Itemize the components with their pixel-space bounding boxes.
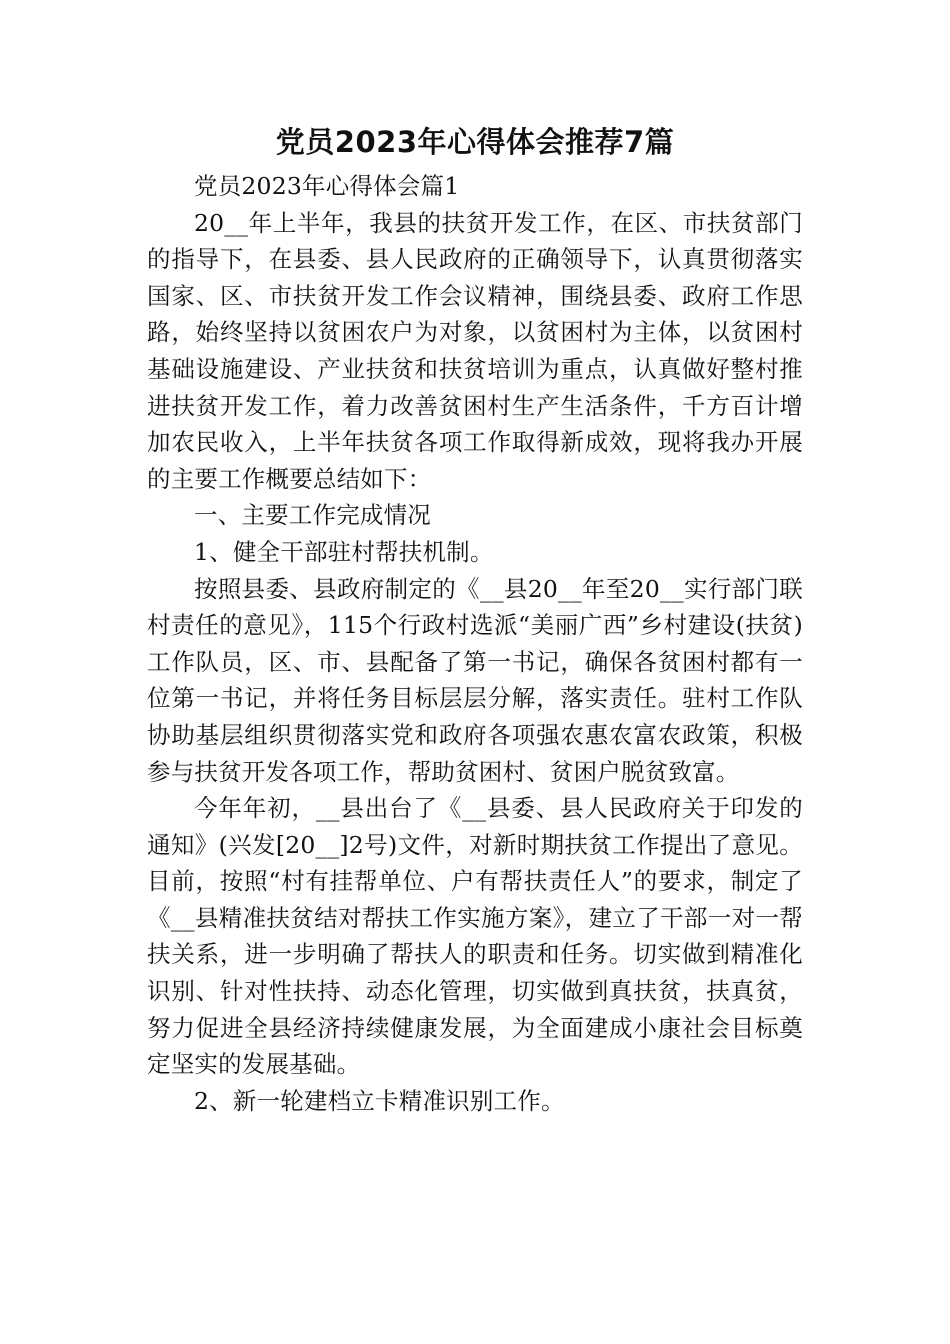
subsection-heading: 1、健全干部驻村帮扶机制。 (194, 537, 494, 566)
document-page (147, 118, 803, 1119)
body-paragraph: 今年年初，__县出台了《__县委、县人民政府关于印发的通知》(兴发[20__]2号)文件，对新时期扶贫工作提出了意见。目前，按照“村有挂帮单位、户有帮扶责任人”的要求，制定了《__县精准扶贫结对帮扶工作实施方案》，建立了干部一对一帮扶关系，进一步明确了帮扶人的职责和任务。切实做到精准化识别、针对性扶持、动态化管理，切实做到真扶贫，扶真贫，努力促进全县经济持续健康发展，为全面建成小康社会目标奠定坚实的发展基础。 (147, 794, 803, 1079)
subsection-heading: 2、新一轮建档立卡精准识别工作。 (194, 1086, 565, 1115)
body-paragraph: 按照县委、县政府制定的《__县20__年至20__实行部门联村责任的意见》，115个行政村选派“美丽广西”乡村建设(扶贫)工作队员，区、市、县配备了第一书记，确保各贫困村都有一位第一书记，并将任务目标层层分解，落实责任。驻村工作队协助基层组织贯彻落实党和政府各项强农惠农富农政策，积极参与扶贫开发各项工作，帮助贫困村、贫困户脱贫致富。 (147, 574, 803, 786)
document-title: 党员2023年心得体会推荐7篇 (275, 125, 675, 159)
section-heading: 党员2023年心得体会篇1 (194, 172, 460, 200)
body-paragraph: 20__年上半年，我县的扶贫开发工作，在区、市扶贫部门的指导下，在县委、县人民政府的正确领导下，认真贯彻落实国家、区、市扶贫开发工作会议精神，围绕县委、政府工作思路，始终坚持以贫困农户为对象，以贫困村为主体，以贫困村基础设施建设、产业扶贫和扶贫培训为重点，认真做好整村推进扶贫开发工作，着力改善贫困村生产生活条件，千方百计增加农民收入，上半年扶贫各项工作取得新成效，现将我办开展的主要工作概要总结如下： (147, 208, 803, 493)
section-heading: 一、主要工作完成情况 (194, 501, 431, 530)
